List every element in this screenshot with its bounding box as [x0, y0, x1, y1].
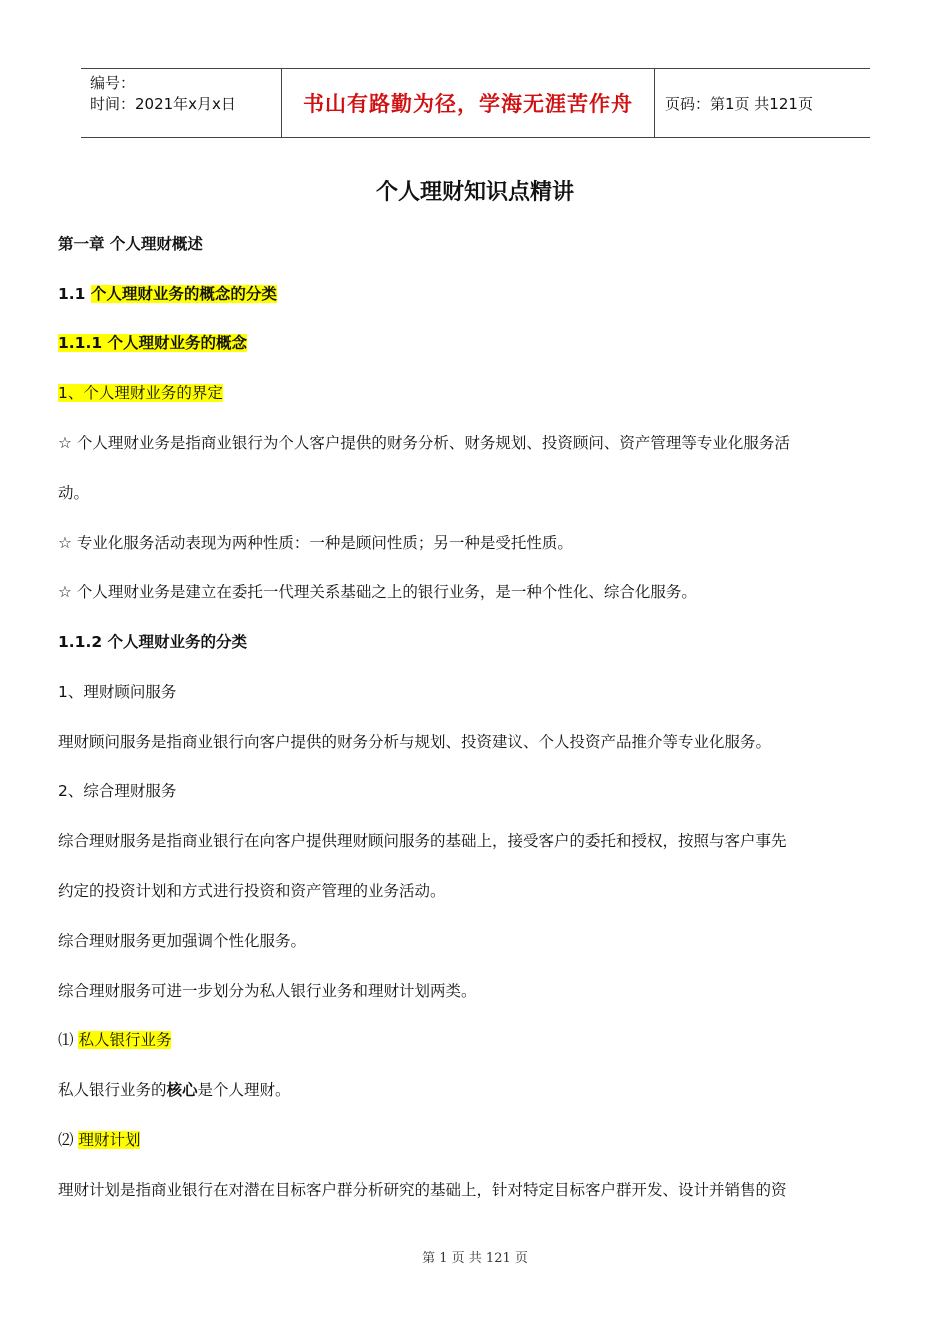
page-footer: 第 1 页 共 121 页 [422, 1251, 528, 1266]
header-date: 时间：2021年x月x日 [90, 95, 236, 113]
section-number: 1.1 [58, 285, 91, 303]
paragraph-8-pre: 私人银行业务的 [58, 1081, 167, 1099]
header-number: 编号： [90, 74, 136, 92]
item-heading-b: 2、综合理财服务 [58, 782, 177, 800]
paragraph-8-post: 是个人理财。 [197, 1081, 291, 1099]
paragraph-4: 理财顾问服务是指商业银行向客户提供的财务分析与规划、投资建议、个人投资产品推介等专业化服务。 [58, 733, 772, 751]
header-motto: 书山有路勤为径，学海无涯苦作舟 [303, 92, 633, 116]
paragraph-1a: ☆ 个人理财业务是指商业银行为个人客户提供的财务分析、财务规划、投资顾问、资产管理等专业化服务活 [58, 434, 790, 452]
paragraph-3: ☆ 个人理财业务是建立在委托一代理关系基础之上的银行业务，是一种个性化、综合化服务。 [58, 583, 697, 601]
section-title-highlight: 个人理财业务的概念的分类 [90, 285, 277, 303]
paragraph-5a: 综合理财服务是指商业银行在向客户提供理财顾问服务的基础上，接受客户的委托和授权，按照与客户事先 [58, 832, 787, 850]
paragraph-1b: 动。 [58, 484, 90, 502]
sub-title-highlight: 私人银行业务 [78, 1031, 172, 1049]
item-heading-1 [58, 381, 223, 403]
section-heading-1-1-2: 1.1.2 个人理财业务的分类 [58, 633, 248, 651]
section-heading-1-1-1 [58, 331, 247, 353]
item-heading-a: 1、理财顾问服务 [58, 683, 177, 701]
subsection-title-highlight: 1.1.1 个人理财业务的概念 [58, 334, 248, 352]
item-title-highlight: 1、个人理财业务的界定 [58, 384, 223, 402]
header-page-number: 页码：第1页 共121页 [665, 94, 813, 113]
sub-title-highlight: 理财计划 [78, 1131, 141, 1149]
sub-number: ⑵ [58, 1131, 79, 1149]
paragraph-8-bold: 核心 [166, 1081, 198, 1099]
header-meta [81, 69, 282, 137]
paragraph-5b: 约定的投资计划和方式进行投资和资产管理的业务活动。 [58, 882, 446, 900]
sub-heading-financial-plan [58, 1128, 140, 1150]
paragraph-8 [58, 1078, 291, 1100]
paragraph-2: ☆ 专业化服务活动表现为两种性质：一种是顾问性质；另一种是受托性质。 [58, 534, 573, 552]
chapter-heading: 第一章 个人理财概述 [58, 235, 203, 253]
header-motto-cell [282, 69, 655, 137]
section-heading-1-1 [58, 282, 277, 304]
paragraph-6: 综合理财服务更加强调个性化服务。 [58, 932, 307, 950]
document-title: 个人理财知识点精讲 [375, 180, 574, 205]
sub-heading-private-banking [58, 1028, 171, 1050]
page-header [81, 68, 870, 138]
paragraph-9: 理财计划是指商业银行在对潜在目标客户群分析研究的基础上，针对特定目标客户群开发、设计并销售的资 [58, 1181, 787, 1199]
paragraph-7: 综合理财服务可进一步划分为私人银行业务和理财计划两类。 [58, 982, 477, 1000]
sub-number: ⑴ [58, 1031, 79, 1049]
